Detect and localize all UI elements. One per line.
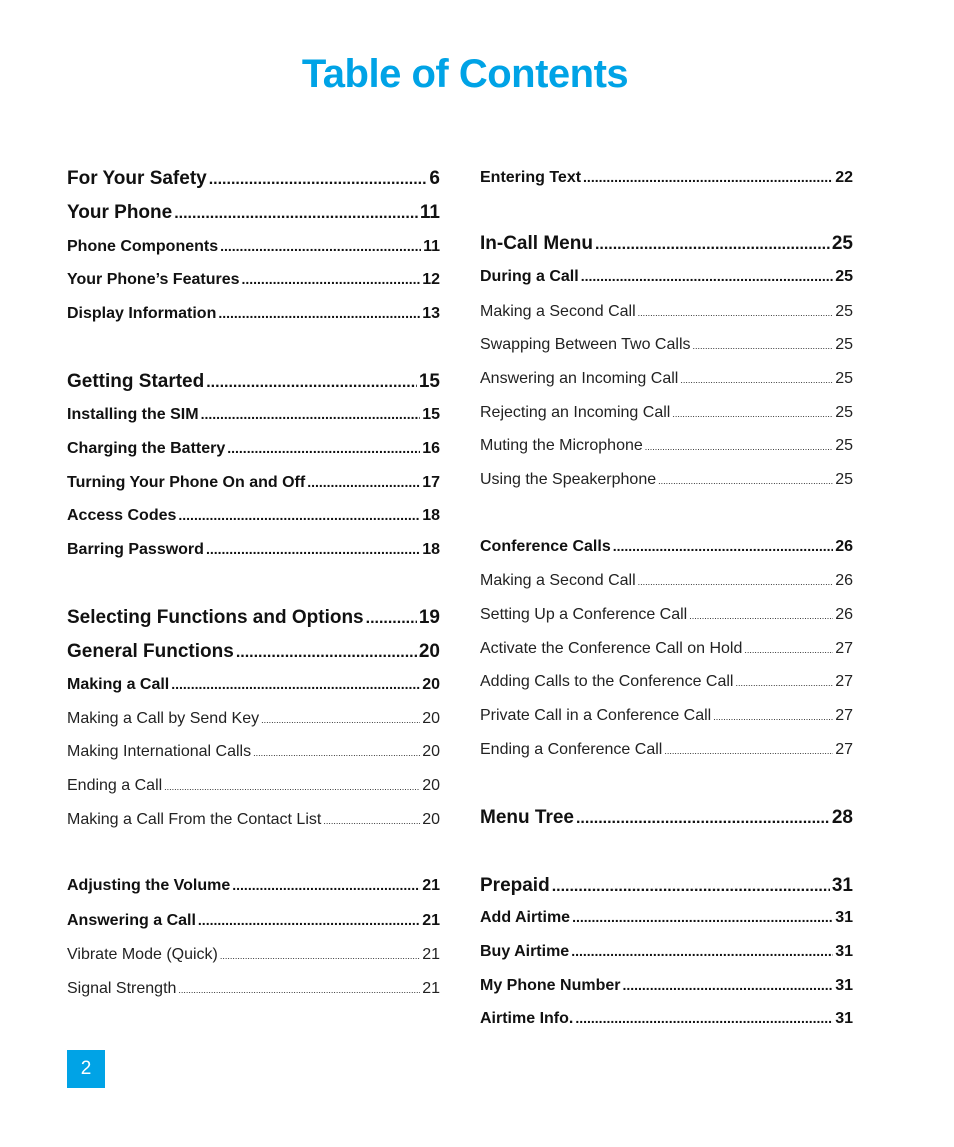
toc-entry-title: Display Information [67,305,217,322]
toc-entry-page: 28 [831,807,853,828]
toc-dot-leader [735,678,833,688]
toc-entry[interactable] [480,741,853,759]
toc-entry-page: 15 [422,406,440,423]
toc-entry[interactable] [480,404,853,422]
toc-entry[interactable] [67,507,440,525]
toc-entry[interactable] [480,268,853,286]
toc-entry[interactable] [480,437,853,455]
toc-entry-page: 25 [835,404,853,421]
toc-entry[interactable] [67,406,440,424]
toc-dot-leader [552,878,830,896]
toc-entry[interactable] [480,606,853,624]
toc-entry[interactable] [480,909,853,927]
toc-entry[interactable] [67,777,440,795]
toc-entry-title: Ending a Call [67,777,163,794]
toc-entry-page: 27 [835,741,853,758]
toc-entry[interactable] [67,440,440,458]
toc-dot-leader [198,912,420,928]
toc-entry-title: Making a Second Call [480,303,636,320]
toc-entry[interactable] [480,943,853,961]
toc-entry-title: Muting the Microphone [480,437,643,454]
toc-entry[interactable] [67,371,440,393]
toc-dot-leader [201,406,421,422]
toc-entry[interactable] [67,980,440,998]
toc-entry-title: Making a Call by Send Key [67,710,260,727]
toc-entry[interactable] [480,370,853,388]
toc-entry[interactable] [67,743,440,761]
toc-dot-leader [689,611,833,621]
toc-entry-title: Buy Airtime [480,943,570,960]
toc-entry[interactable] [480,233,853,255]
toc-entry-title: Access Codes [67,507,177,524]
toc-entry-title: Signal Strength [67,980,177,997]
toc-entry[interactable] [67,710,440,728]
toc-dot-leader [744,645,833,655]
toc-dot-leader [658,476,833,486]
toc-entry[interactable] [480,336,853,354]
toc-entry-title: Using the Speakerphone [480,471,657,488]
toc-entry-title: Installing the SIM [67,406,199,423]
toc-entry-title: Making a Second Call [480,572,636,589]
toc-entry[interactable] [480,169,853,187]
toc-entry-title: Phone Components [67,238,219,255]
toc-entry-page: 18 [422,507,440,524]
toc-dot-leader [220,951,420,961]
toc-entry-page: 21 [422,946,440,963]
toc-dot-leader [206,541,420,557]
toc-entry-title: Setting Up a Conference Call [480,606,688,623]
toc-entry-title: Adding Calls to the Conference Call [480,673,734,690]
toc-dot-leader [323,816,420,826]
toc-dot-leader [572,909,833,925]
toc-entry-page: 27 [835,640,853,657]
toc-entry-title: Prepaid [480,875,550,896]
toc-entry-page: 21 [422,877,440,894]
toc-entry-title: Making a Call From the Contact List [67,811,322,828]
toc-entry-page: 16 [422,440,440,457]
toc-entry-page: 31 [835,1010,853,1027]
toc-entry-page: 25 [831,233,853,254]
toc-entry[interactable] [480,1010,853,1028]
toc-dot-leader [209,171,428,189]
toc-dot-leader [622,977,833,993]
toc-entry-title: During a Call [480,268,579,285]
toc-entry-title: Conference Calls [480,538,611,555]
toc-entry-title: Turning Your Phone On and Off [67,474,306,491]
toc-entry[interactable] [480,538,853,556]
toc-entry-title: Add Airtime [480,909,571,926]
toc-dot-leader [366,610,417,628]
toc-entry-page: 20 [422,777,440,794]
toc-entry[interactable] [67,946,440,964]
toc-entry[interactable] [67,641,440,663]
toc-dot-leader [571,943,833,959]
toc-entry[interactable] [67,202,440,224]
toc-entry[interactable] [480,303,853,321]
toc-dot-leader [241,271,420,287]
toc-entry[interactable] [67,607,440,629]
toc-dot-leader [171,676,420,692]
toc-entry-title: Answering an Incoming Call [480,370,679,387]
page-number-badge: 2 [67,1050,105,1088]
toc-entry-page: 25 [835,471,853,488]
toc-entry-page: 17 [422,474,440,491]
toc-entry-title: Ending a Conference Call [480,741,663,758]
toc-dot-leader [595,236,830,254]
toc-entry-page: 31 [835,943,853,960]
toc-dot-leader [206,374,417,392]
toc-entry-page: 20 [418,641,440,662]
toc-dot-leader [583,169,833,185]
toc-entry-page: 27 [835,673,853,690]
toc-entry-page: 31 [835,977,853,994]
toc-entry[interactable] [480,640,853,658]
toc-entry-title: Your Phone’s Features [67,271,240,288]
toc-entry-title: Making International Calls [67,743,252,760]
toc-entry-page: 11 [419,202,440,223]
toc-dot-leader [581,268,834,284]
toc-entry-page: 25 [835,370,853,387]
toc-entry[interactable] [480,807,853,829]
toc-entry-page: 20 [422,676,440,693]
toc-entry-title: Activate the Conference Call on Hold [480,640,743,657]
toc-dot-leader [664,746,833,756]
toc-entry-title: In-Call Menu [480,233,593,254]
toc-dot-leader [613,538,833,554]
toc-dot-leader [253,748,420,758]
toc-entry-title: Rejecting an Incoming Call [480,404,671,421]
toc-dot-leader [645,442,833,452]
toc-entry-title: Airtime Info. [480,1010,574,1027]
toc-entry-page: 21 [422,980,440,997]
toc-dot-leader [672,409,833,419]
toc-entry-title: General Functions [67,641,234,662]
toc-entry-page: 25 [835,336,853,353]
toc-entry-page: 26 [835,572,853,589]
toc-entry-title: Charging the Battery [67,440,226,457]
toc-entry[interactable] [67,877,440,895]
toc-dot-leader [693,341,834,351]
toc-entry-title: Barring Password [67,541,204,558]
page-title: Table of Contents [301,52,629,96]
toc-dot-leader [178,985,420,995]
toc-entry-page: 20 [422,743,440,760]
toc-entry-title: Your Phone [67,202,173,223]
toc-dot-leader [713,712,833,722]
toc-entry-title: Entering Text [480,169,582,186]
toc-entry-page: 15 [418,371,440,392]
toc-dot-leader [236,644,417,662]
toc-entry[interactable] [67,168,440,190]
toc-dot-leader [227,440,420,456]
toc-entry[interactable] [67,912,440,930]
toc-entry-page: 26 [835,538,853,555]
toc-dot-leader [220,238,421,254]
toc-dot-leader [576,810,830,828]
toc-dot-leader [261,715,420,725]
toc-entry[interactable] [67,676,440,694]
toc-entry-title: Swapping Between Two Calls [480,336,691,353]
toc-dot-leader [638,308,834,318]
toc-entry[interactable] [480,977,853,995]
toc-dot-leader [164,782,420,792]
toc-entry-page: 20 [422,811,440,828]
toc-entry[interactable] [67,271,440,289]
toc-entry-page: 19 [418,607,440,628]
toc-dot-leader [575,1010,833,1026]
toc-entry-page: 22 [835,169,853,186]
toc-dot-leader [174,205,418,223]
toc-entry-title: Making a Call [67,676,170,693]
toc-entry-page: 31 [835,909,853,926]
toc-entry-page: 13 [422,305,440,322]
toc-entry-title: My Phone Number [480,977,621,994]
toc-entry[interactable] [67,305,440,323]
toc-entry-title: Getting Started [67,371,205,392]
toc-dot-leader [307,474,420,490]
toc-entry-page: 11 [423,238,440,255]
toc-entry-page: 27 [835,707,853,724]
toc-entry-page: 25 [835,437,853,454]
toc-entry-page: 26 [835,606,853,623]
toc-dot-leader [232,877,420,893]
toc-dot-leader [638,577,834,587]
toc-dot-leader [218,305,420,321]
toc-entry-title: For Your Safety [67,168,207,189]
toc-entry[interactable] [67,238,440,256]
toc-entry-page: 25 [835,303,853,320]
toc-entry[interactable] [67,811,440,829]
toc-entry[interactable] [480,707,853,725]
toc-entry-page: 21 [422,912,440,929]
toc-entry-title: Adjusting the Volume [67,877,231,894]
toc-entry[interactable] [67,474,440,492]
toc-entry[interactable] [480,673,853,691]
toc-entry[interactable] [480,875,853,897]
toc-entry-page: 6 [429,168,440,189]
toc-entry-page: 25 [835,268,853,285]
toc-entry-title: Selecting Functions and Options [67,607,364,628]
toc-entry-title: Private Call in a Conference Call [480,707,712,724]
toc-dot-leader [178,507,420,523]
toc-entry-page: 18 [422,541,440,558]
toc-entry-title: Answering a Call [67,912,196,929]
toc-entry[interactable] [480,471,853,489]
toc-dot-leader [680,375,833,385]
toc-entry[interactable] [67,541,440,559]
toc-entry-page: 31 [831,875,853,896]
toc-entry-page: 12 [422,271,440,288]
toc-entry[interactable] [480,572,853,590]
toc-entry-title: Menu Tree [480,807,574,828]
toc-entry-title: Vibrate Mode (Quick) [67,946,218,963]
toc-entry-page: 20 [422,710,440,727]
